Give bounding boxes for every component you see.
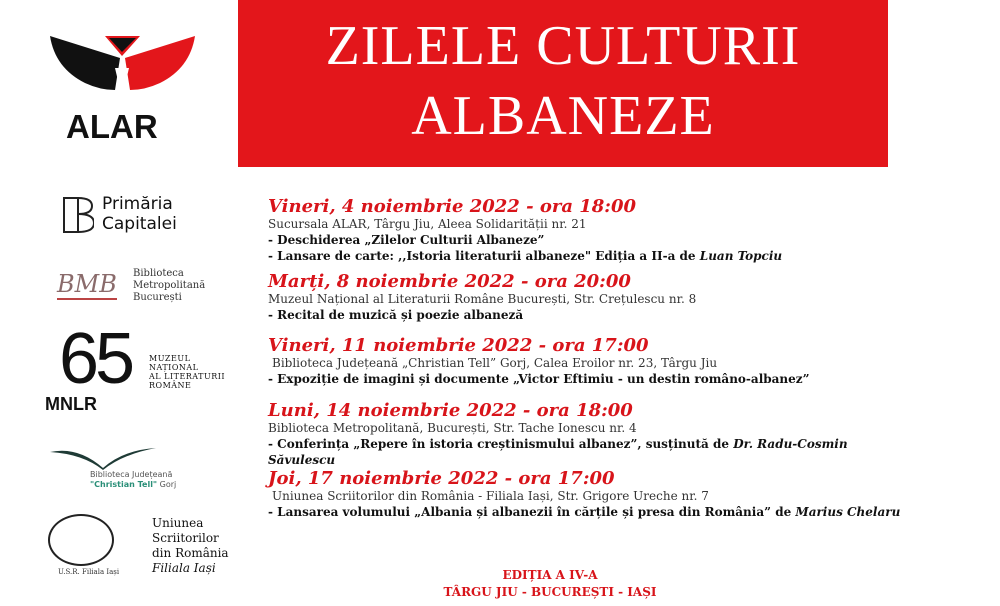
title-banner: [238, 0, 888, 167]
alar-logo: [45, 28, 200, 108]
bmb-line2: Metropolitană: [133, 280, 206, 291]
event-item: [268, 504, 908, 520]
usr-seal: [48, 514, 114, 566]
event-item: [268, 436, 908, 468]
event-author: Marius Chelaru: [795, 505, 901, 519]
bjct-line1: Biblioteca Județeană: [90, 470, 173, 479]
event-date: Vineri, 4 noiembrie 2022 - ora 18:00: [268, 196, 636, 217]
event-4: [268, 400, 908, 468]
event-date: Luni, 14 noiembrie 2022 - ora 18:00: [268, 400, 633, 421]
mnlr-line4: ROMÂNE: [149, 381, 192, 390]
bmb-line3: București: [133, 292, 182, 303]
building-b-icon: [62, 196, 94, 236]
bmb-mark: BMB: [57, 270, 117, 298]
mnlr-65: 65: [59, 319, 132, 399]
event-item: - Deschiderea „Zilelor Culturii Albaneze”: [268, 233, 545, 247]
event-item-text: - Lansarea volumului „Albania și albanezii în cărțile și presa din România” de: [268, 505, 796, 519]
event-author: Dr. Radu-Cosmin Săvulescu: [268, 437, 848, 467]
bjct-line3: Gorj: [159, 480, 177, 489]
event-1: [268, 196, 908, 264]
event-item: [268, 248, 908, 264]
event-place: Muzeul Național al Literaturii Române București, Str. Crețulescu nr. 8: [268, 292, 697, 306]
event-date: Vineri, 11 noiembrie 2022 - ora 17:00: [268, 335, 649, 356]
event-date: Joi, 17 noiembrie 2022 - ora 17:00: [268, 468, 615, 489]
event-place: Sucursala ALAR, Târgu Jiu, Aleea Solidarității nr. 21: [268, 217, 587, 231]
footer-cities: TÂRGU JIU - BUCUREȘTI - IAȘI: [443, 585, 657, 599]
wings-icon: [45, 28, 200, 108]
primaria-line2: Capitalei: [102, 214, 177, 234]
event-place: Biblioteca Județeană „Christian Tell” Gorj, Calea Eroilor nr. 23, Târgu Jiu: [272, 356, 718, 370]
logo-biblioteca-christian-tell: [48, 446, 177, 489]
usr-seal-text: U.S.R. Filiala Iași: [58, 568, 120, 576]
mnlr-line2: NAȚIONAL: [149, 363, 199, 372]
mnlr-abbr: MNLR: [45, 394, 97, 414]
title-line-2: ALBANEZE: [411, 85, 715, 147]
usr-line4: Filiala Iași: [152, 561, 216, 575]
event-author: Luan Topciu: [699, 249, 783, 263]
primaria-line1: Primăria: [102, 194, 173, 214]
mnlr-line1: MUZEUL: [149, 354, 191, 363]
alar-logo-text: ALAR: [66, 108, 158, 145]
usr-line2: Scriitorilor: [152, 531, 219, 545]
event-5: [268, 468, 908, 520]
event-3: [268, 335, 908, 387]
event-date: Marți, 8 noiembrie 2022 - ora 20:00: [268, 271, 631, 292]
event-item-text: - Lansare de carte: ,,Istoria literaturii albaneze" Ediția a II-a de: [268, 249, 700, 263]
event-item: - Expoziție de imagini și documente „Victor Eftimiu - un destin româno-albanez”: [268, 372, 810, 386]
mnlr-line3: AL LITERATURII: [149, 372, 226, 381]
event-place: Biblioteca Metropolitană, București, Str. Tache Ionescu nr. 4: [268, 421, 637, 435]
usr-line1: Uniunea: [152, 516, 204, 530]
footer-edition: EDIȚIA A IV-A: [502, 568, 598, 582]
title-line-1: ZILELE CULTURII: [325, 15, 801, 77]
bmb-line1: Biblioteca: [133, 268, 184, 279]
event-item: - Recital de muzică și poezie albaneză: [268, 308, 524, 322]
event-2: [268, 271, 908, 323]
event-item-text: - Conferința „Repere în istoria creștinismului albanez”, susținută de: [268, 437, 734, 451]
bjct-line2: "Christian Tell": [90, 480, 158, 489]
usr-line3: din România: [152, 546, 229, 560]
book-wings-icon: [48, 446, 158, 472]
event-place: Uniunea Scriitorilor din România - Filiala Iași, Str. Grigore Ureche nr. 7: [272, 489, 709, 503]
